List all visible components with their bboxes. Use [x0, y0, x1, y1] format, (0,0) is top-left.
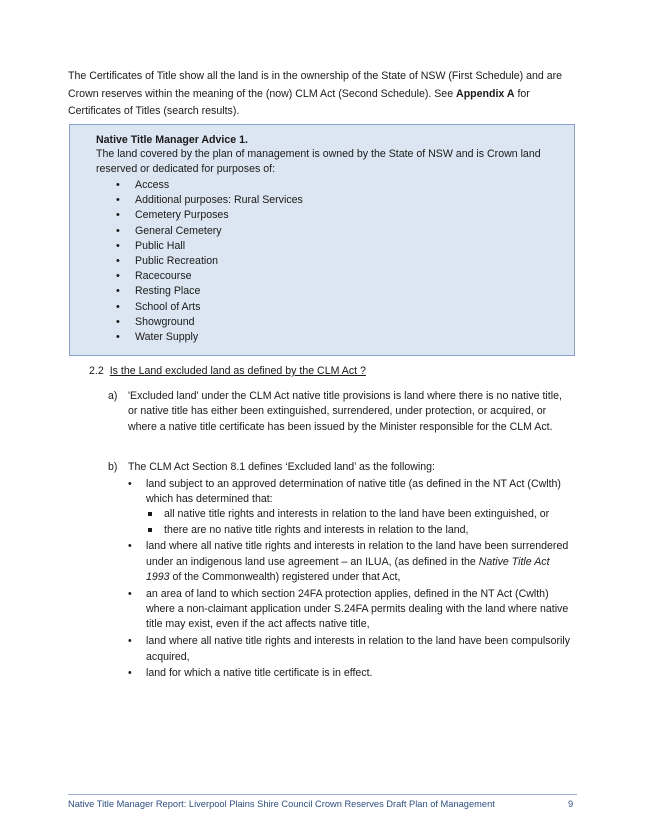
- intro-paragraph: [68, 68, 583, 121]
- list-item: • Public Recreation: [116, 254, 303, 269]
- section-number: 2.2: [89, 365, 104, 377]
- list-item: • land for which a native title certificate is in effect.: [128, 666, 573, 681]
- list-item-text: land where all native title rights and interests in relation to the land have been surrendered under an indigenous land use agreement – an ILUA, (as defined in the: [146, 540, 569, 568]
- page-number: 9: [568, 799, 574, 809]
- sub-list-item: all native title rights and interests in relation to the land have been extinguished, or: [146, 507, 573, 522]
- paragraph-a: [108, 389, 573, 435]
- appendix-reference: Appendix A: [456, 87, 515, 100]
- intro-text-end: for Certificates of Titles (search results).: [68, 87, 530, 117]
- list-item: [128, 539, 573, 585]
- paragraph-b: [108, 460, 573, 682]
- section-heading: [89, 364, 366, 379]
- list-item: • Racecourse: [116, 269, 303, 284]
- list-item: • Resting Place: [116, 284, 303, 299]
- list-item: • Cemetery Purposes: [116, 208, 303, 223]
- list-marker: a): [108, 390, 118, 402]
- act-title: Native Title Act 1993: [146, 555, 550, 584]
- footer-title: Native Title Manager Report: Liverpool Plains Shire Council Crown Reserves Draft Plan of Management: [68, 799, 495, 809]
- purpose-list: [116, 178, 303, 345]
- list-item: • Public Hall: [116, 239, 303, 254]
- list-item: [128, 477, 573, 538]
- list-marker: b): [108, 461, 118, 473]
- advice-box: [69, 124, 575, 356]
- section-title: Is the Land excluded land as defined by the CLM Act ?: [109, 365, 366, 377]
- list-item: • an area of land to which section 24FA protection applies, defined in the NT Act (Cwlth) where a non-claimant application under S.24FA permits dealing with the land where native title may exist, even if the act affects native title,: [128, 587, 573, 633]
- list-item: • Additional purposes: Rural Services: [116, 193, 303, 208]
- footer-divider: [68, 794, 577, 795]
- paragraph-text: 'Excluded land' under the CLM Act native title provisions is land where there is no native title, or native title has either been extinguished, surrendered, under protection, or acquired, or where a native title certificate has been issued by the Minister responsible for the CLM Act.: [128, 390, 562, 433]
- sub-list-item: there are no native title rights and interests in relation to the land,: [146, 523, 573, 538]
- list-item: • Water Supply: [116, 330, 303, 345]
- list-item-text: of the Commonwealth) registered under that Act,: [169, 571, 401, 584]
- advice-title: Native Title Manager Advice 1.: [96, 134, 248, 146]
- intro-text: The Certificates of Title show all the land is in the ownership of the State of NSW (First Schedule) and are Crown reserves within the meaning of the (now) CLM Act (Second Schedule). See: [68, 70, 563, 100]
- excluded-land-list: [128, 477, 573, 682]
- advice-body: The land covered by the plan of management is owned by the State of NSW and is Crown land reserved or dedicated for purposes of:: [96, 148, 541, 175]
- sub-list: [146, 507, 573, 538]
- list-item: • General Cemetery: [116, 224, 303, 239]
- list-item: • Showground: [116, 315, 303, 330]
- list-item: • Access: [116, 178, 303, 193]
- list-item: • land where all native title rights and interests in relation to the land have been compulsorily acquired,: [128, 634, 573, 665]
- list-item-text: land subject to an approved determination of native title (as defined in the NT Act (Cwlth) which has determined that:: [146, 477, 561, 506]
- list-item: • School of Arts: [116, 300, 303, 315]
- paragraph-text: The CLM Act Section 8.1 defines ‘Excluded land’ as the following:: [128, 461, 436, 473]
